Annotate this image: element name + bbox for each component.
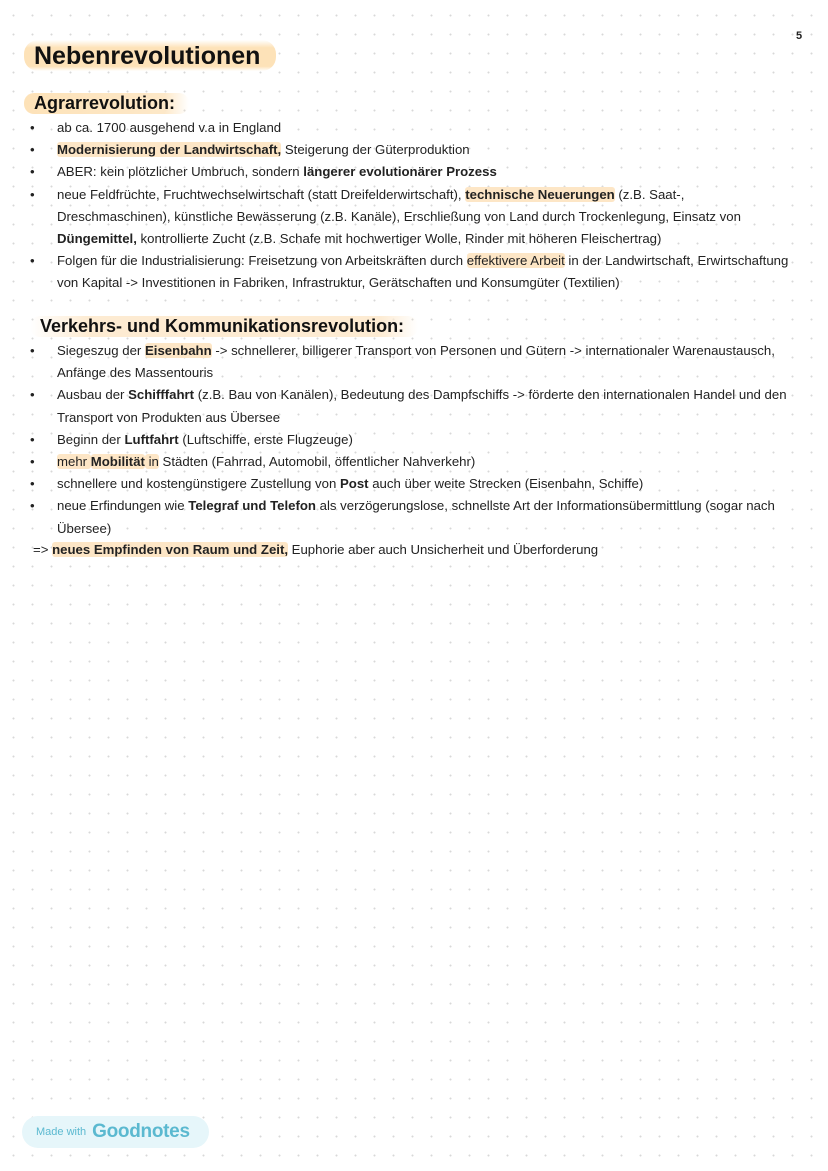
list-item (30, 495, 795, 539)
bullet-icon: • (30, 387, 35, 403)
list-item (30, 451, 795, 473)
bold-text: Schifffahrt (128, 387, 195, 403)
text-segment: Beginn der (57, 431, 125, 447)
bold-text: Modernisierung der Landwirtschaft, (57, 142, 282, 158)
page-number: 5 (796, 30, 803, 42)
highlighted-text: effektivere Arbeit (466, 253, 565, 269)
agrar-list (30, 117, 795, 295)
text-segment: Siegeszug der (57, 343, 145, 358)
bold-text: Mobilität (90, 454, 145, 470)
list-item (30, 250, 795, 294)
text-segment: => (33, 542, 53, 557)
text-segment: -> schnellerer, billigerer Transport von Personen und Gütern -> internationaler Warenaustausch, Anfänge des Massentouris (57, 343, 775, 381)
bullet-icon: • (30, 454, 35, 470)
bold-text: Post (339, 476, 369, 492)
bold-text: Düngemittel, (57, 231, 137, 247)
verkehr-list (30, 340, 795, 540)
bold-text: Luftfahrt (124, 431, 179, 447)
bullet-icon: • (30, 431, 35, 447)
badge-made-with: Made with (36, 1126, 87, 1138)
bullet-icon: • (30, 476, 35, 492)
bold-text: Eisenbahn (144, 343, 212, 358)
bold-text: Telegraf und Telefon (188, 498, 316, 514)
text-segment: schnellere und kostengünstigere Zustellung von (57, 476, 340, 492)
list-item (30, 117, 795, 139)
list-item (30, 384, 795, 428)
list-item (30, 139, 795, 161)
text-segment: Steigerung der Güterproduktion (281, 142, 470, 158)
page-title: Nebenrevolutionen (24, 40, 276, 71)
bullet-icon: • (30, 142, 35, 158)
text-segment: ABER: kein plötzlicher Umbruch, sondern (57, 164, 304, 180)
goodnotes-badge (22, 1116, 209, 1148)
text-segment: (Luftschiffe, erste Flugzeuge) (178, 431, 353, 447)
text-segment: Städten (Fahrrad, Automobil, öffentlicher Nahverkehr) (158, 454, 476, 470)
bullet-icon: • (30, 498, 35, 514)
text-segment: auch über weite Strecken (Eisenbahn, Schiffe) (368, 476, 644, 492)
highlighted-text: in (144, 454, 159, 470)
bullet-icon: • (30, 164, 35, 180)
list-item (30, 184, 795, 251)
bullet-icon: • (30, 120, 35, 135)
text-segment: (z.B. Saat-, Dreschmaschinen), künstliche Bewässerung (z.B. Kanäle), Erschließung von Land durch Trockenlegung, Einsatz von (57, 186, 741, 224)
highlighted-text: mehr (57, 454, 91, 470)
bold-text: längerer evolutionärer Prozess (303, 164, 497, 180)
text-segment: neue Feldfrüchte, Fruchtwechselwirtschaft (statt Dreifelderwirtschaft), (57, 186, 466, 202)
list-item (30, 473, 795, 495)
text-segment: Euphorie aber auch Unsicherheit und Überforderung (288, 542, 599, 557)
text-segment: Folgen für die Industrialisierung: Freisetzung von Arbeitskräften durch (57, 253, 467, 269)
text-segment: neue Erfindungen wie (57, 498, 189, 514)
bullet-icon: • (30, 253, 35, 269)
bold-text: technische Neuerungen (465, 186, 615, 202)
section-heading-verkehr: Verkehrs- und Kommunikationsrevolution: (30, 316, 418, 337)
text-segment: kontrollierte Zucht (z.B. Schafe mit hochwertiger Wolle, Rinder mit höheren Fleischertrag) (136, 231, 662, 247)
text-segment: ab ca. 1700 ausgehend v.a in England (57, 120, 282, 135)
bullet-icon: • (30, 343, 35, 358)
conclusion (33, 539, 598, 561)
list-item (30, 429, 795, 451)
bullet-icon: • (30, 186, 35, 202)
list-item (30, 161, 795, 183)
bold-text: neues Empfinden von Raum und Zeit, (52, 542, 289, 557)
goodnotes-logo: Goodnotes (92, 1121, 190, 1142)
text-segment: in der Landwirtschaft, Erwirtschaftung von Kapital -> Investitionen in Fabriken, Infrastruktur, Gerätschaften und Konsumgüter (Textilien) (57, 253, 789, 291)
text-segment: als verzögerungslose, schnellste Art der Informationsübermittlung (sogar nach Übersee) (57, 498, 775, 536)
list-item (30, 340, 795, 384)
text-segment: (z.B. Bau von Kanälen), Bedeutung des Dampfschiffs -> förderte den internationalen Handel und den Transport von Produkten aus Übersee (57, 387, 787, 425)
section-heading-agrar: Agrarrevolution: (24, 93, 189, 114)
text-segment: Ausbau der (57, 387, 129, 403)
